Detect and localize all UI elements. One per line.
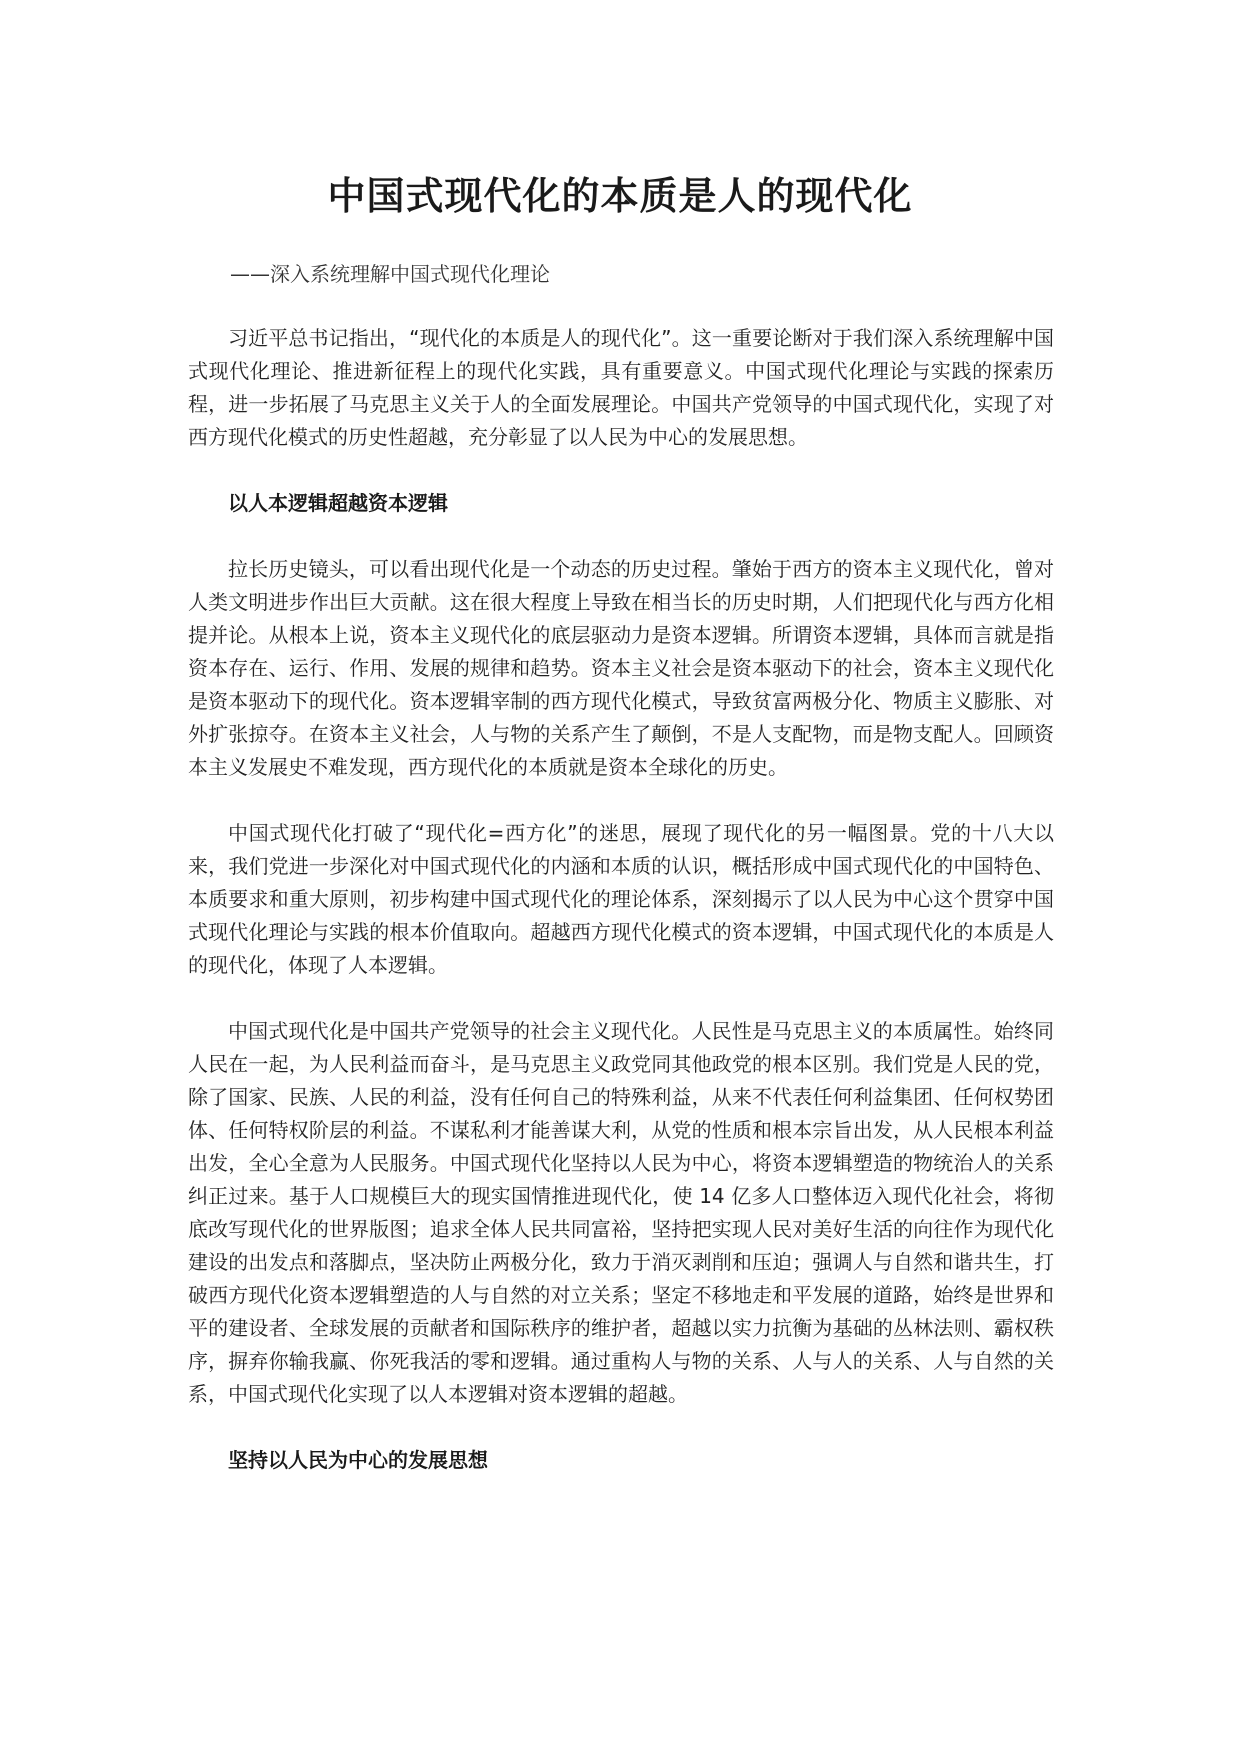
- section-heading-people-centered: 坚持以人民为中心的发展思想: [228, 1448, 488, 1472]
- paragraph-chinese-modernization-myth: 中国式现代化打破了“现代化=西方化”的迷思，展现了现代化的另一幅图景。党的十八大以来，我们党进一步深化对中国式现代化的内涵和本质的认识，概括形成中国式现代化的中国特色、本质要求和重大原则，初步构建中国式现代化的理论体系，深刻揭示了以人民为中心这个贯穿中国式现代化理论与实践的根本价值取向。超越西方现代化模式的资本逻辑，中国式现代化的本质是人的现代化，体现了人本逻辑。: [188, 821, 1054, 977]
- section-heading-humanist-logic: 以人本逻辑超越资本逻辑: [228, 491, 448, 515]
- document-title: 中国式现代化的本质是人的现代化: [327, 174, 913, 218]
- paragraph-socialist-modernization: 中国式现代化是中国共产党领导的社会主义现代化。人民性是马克思主义的本质属性。始终同人民在一起，为人民利益而奋斗，是马克思主义政党同其他政党的根本区别。我们党是人民的党，除了国家、民族、人民的利益，没有任何自己的特殊利益，从来不代表任何利益集团、任何权势团体、任何特权阶层的利益。不谋私利才能善谋大利，从党的性质和根本宗旨出发，从人民根本利益出发，全心全意为人民服务。中国式现代化坚持以人民为中心，将资本逻辑塑造的物统治人的关系纠正过来。基于人口规模巨大的现实国情推进现代化，使 14 亿多人口整体迈入现代化社会，将彻底改写现代化的世界版图；追求全体人民共同富裕，坚持把实现人民对美好生活的向往作为现代化建设的出发点和落脚点，坚决防止两极分化，致力于消灭剥削和压迫；强调人与自然和谐共生，打破西方现代化资本逻辑塑造的人与自然的对立关系；坚定不移地走和平发展的道路，始终是世界和平的建设者、全球发展的贡献者和国际秩序的维护者，超越以实力抗衡为基础的丛林法则、霸权秩序，摒弃你输我赢、你死我活的零和逻辑。通过重构人与物的关系、人与人的关系、人与自然的关系，中国式现代化实现了以人本逻辑对资本逻辑的超越。: [188, 1019, 1054, 1406]
- document-body: [188, 322, 1054, 1510]
- document-subtitle: ——深入系统理解中国式现代化理论: [230, 262, 550, 286]
- paragraph-intro: 习近平总书记指出，“现代化的本质是人的现代化”。这一重要论断对于我们深入系统理解中国式现代化理论、推进新征程上的现代化实践，具有重要意义。中国式现代化理论与实践的探索历程，进一步拓展了马克思主义关于人的全面发展理论。中国共产党领导的中国式现代化，实现了对西方现代化模式的历史性超越，充分彰显了以人民为中心的发展思想。: [188, 326, 1054, 449]
- paragraph-capital-logic: 拉长历史镜头，可以看出现代化是一个动态的历史过程。肇始于西方的资本主义现代化，曾对人类文明进步作出巨大贡献。这在很大程度上导致在相当长的历史时期，人们把现代化与西方化相提并论。从根本上说，资本主义现代化的底层驱动力是资本逻辑。所谓资本逻辑，具体而言就是指资本存在、运行、作用、发展的规律和趋势。资本主义社会是资本驱动下的社会，资本主义现代化是资本驱动下的现代化。资本逻辑宰制的西方现代化模式，导致贫富两极分化、物质主义膨胀、对外扩张掠夺。在资本主义社会，人与物的关系产生了颠倒，不是人支配物，而是物支配人。回顾资本主义发展史不难发现，西方现代化的本质就是资本全球化的历史。: [188, 557, 1054, 779]
